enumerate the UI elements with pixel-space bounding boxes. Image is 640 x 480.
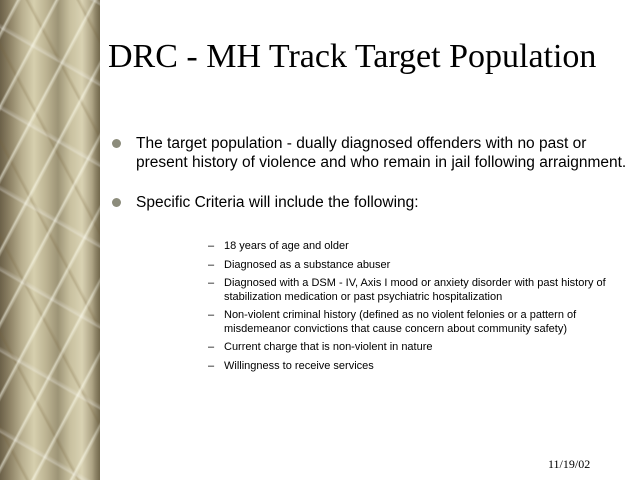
criteria-item: [208, 360, 636, 374]
criteria-text: Current charge that is non-violent in nature: [224, 341, 433, 353]
bullet-text: Specific Criteria will include the following:: [136, 194, 419, 211]
marble-border-gloss: [0, 0, 100, 480]
criteria-text: Diagnosed as a substance abuser: [224, 258, 391, 271]
criteria-item: [208, 309, 636, 336]
bullet-dot-icon: [112, 198, 121, 207]
dash-marker: –: [208, 341, 215, 353]
dash-marker: –: [208, 309, 215, 321]
criteria-item: [208, 240, 636, 254]
criteria-text: Non-violent criminal history (defined as no violent felonies or a pattern of misdemeanor convictions that cause concern about community safety): [224, 309, 577, 335]
criteria-item: [208, 259, 636, 273]
dash-marker: –: [208, 240, 215, 252]
dash-marker: –: [208, 277, 215, 289]
criteria-item: [208, 277, 636, 304]
criteria-item: [208, 341, 636, 355]
criteria-text: Willingness to receive services: [224, 359, 374, 372]
bullet-list: [112, 134, 632, 212]
criteria-text: Diagnosed with a DSM - IV, Axis I mood or anxiety disorder with past history of stabilization medication or past psychiatric hospitalization: [224, 277, 606, 303]
dash-marker: –: [208, 359, 215, 372]
bullet-text: The target population - dually diagnosed offenders with no past or present history of violence and who remain in jail following arraignment.: [136, 135, 627, 171]
bullet-item: [112, 193, 632, 212]
slide-date: 11/19/02: [548, 457, 591, 471]
dash-marker: –: [208, 258, 215, 271]
criteria-text: 18 years of age and older: [224, 240, 349, 252]
slide-title: DRC - MH Track Target Population: [108, 38, 597, 75]
criteria-list: [208, 240, 636, 378]
bullet-item: [112, 134, 632, 172]
bullet-dot-icon: [112, 139, 121, 148]
